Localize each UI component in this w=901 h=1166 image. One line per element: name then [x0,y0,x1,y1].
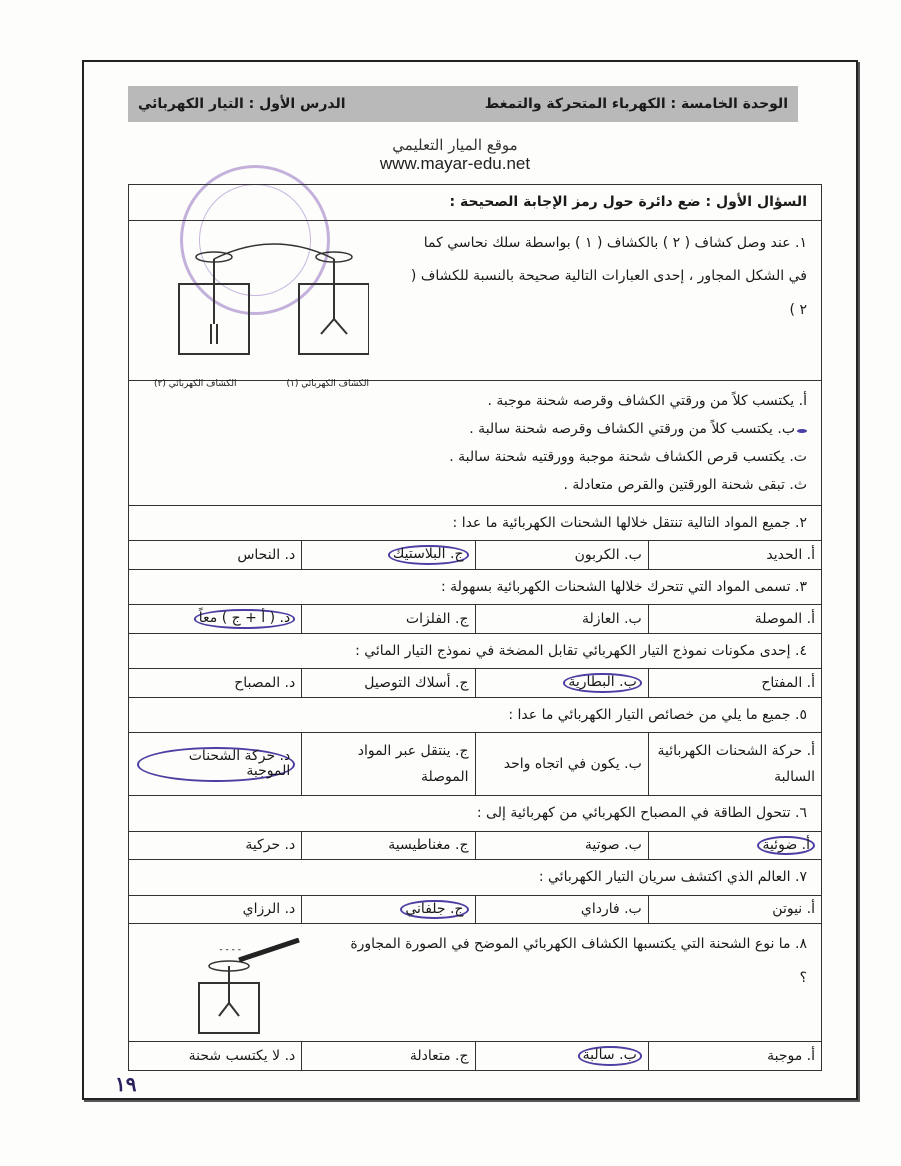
q5-option-c[interactable]: ج. ينتقل عبر المواد الموصلة [301,733,474,795]
q1-option-d[interactable]: ث. تبقى شحنة الورقتين والقرص متعادلة . [563,476,807,493]
q1-option-c[interactable]: ت. يكتسب قرص الكشاف شحنة موجبة وورقتيه شحنة سالبة . [449,448,807,465]
watermark [360,136,550,174]
section-title-row [129,185,821,221]
q4-option-a[interactable]: أ. المفتاح [648,669,821,696]
q5-text: ٥. جميع ما يلي من خصائص التيار الكهربائي ما عدا : [508,706,807,723]
answer-circle [797,429,807,433]
q2-option-a[interactable]: أ. الحديد [648,541,821,568]
q5-option-d[interactable]: د. حركة الشحنات الموجبة [129,733,301,795]
rod-electroscope-figure [189,938,309,1038]
q8-text: ٨. ما نوع الشحنة التي يكتسبها الكشاف الكهربائي الموضح في الصورة المجاورة ؟ [350,936,807,986]
q7-option-a[interactable]: أ. نيوتن [648,896,821,923]
q6-option-b[interactable]: ب. صوتية [475,832,648,859]
q3-option-b[interactable]: ب. العازلة [475,605,648,632]
watermark-url: www.mayar-edu.net [379,154,531,173]
watermark-arabic: موقع الميار التعليمي [392,136,518,154]
q2-text: ٢. جميع المواد التالية تنتقل خلالها الشحنات الكهربائية ما عدا : [452,514,807,531]
q1-stem-row [129,221,821,389]
q1-text: ١. عند وصل كشاف ( ٢ ) بالكشاف ( ١ ) بواسطة سلك نحاسي كما في الشكل المجاور ، إحدى العبارات التالية صحيحة بالنسبة للكشاف ( ٢ ) [410,234,807,318]
page-number: ١٩ [115,1074,137,1096]
q1-option-a[interactable]: أ. يكتسب كلاً من ورقتي الكشاف وقرصه شحنة موجبة . [487,392,807,409]
q4-option-c[interactable]: ج. أسلاك التوصيل [301,669,474,696]
q3-option-c[interactable]: ج. الفلزات [301,605,474,632]
q8-option-d[interactable]: د. لا يكتسب شحنة [188,1047,296,1064]
figure-label-1: الكشاف الكهربائي (١) [286,378,369,389]
q8-option-c[interactable]: ج. متعادلة [301,1042,474,1069]
q8-stem-row [129,924,821,1042]
q7-option-b[interactable]: ب. فارداي [475,896,648,923]
questions-table [128,184,822,1071]
q6-option-c[interactable]: ج. مغناطيسية [301,832,474,859]
q4-option-b[interactable]: ب. البطارية [475,669,648,696]
q1-options-row [129,378,821,506]
electroscopes-figure [149,229,369,379]
q8-option-a[interactable]: أ. موجبة [648,1042,821,1069]
q6-option-d[interactable]: د. حركية [245,837,296,854]
q2-option-b[interactable]: ب. الكربون [475,541,648,568]
q5-option-a[interactable]: أ. حركة الشحنات الكهربائية السالبة [648,733,821,795]
q6-option-a[interactable]: أ. ضوئية [648,832,821,859]
q3-option-d[interactable]: د. ( أ + ج ) معاً [129,605,301,632]
header-bar [128,86,798,122]
q7-option-c[interactable]: ج. جلفاني [301,896,474,923]
svg-text:- - - -: - - - - [219,945,241,956]
unit-title: الوحدة الخامسة : الكهرباء المتحركة والتمغط [484,96,788,112]
figure-label-2: الكشاف الكهربائي (٢) [154,378,237,389]
q3-text: ٣. تسمى المواد التي تتحرك خلالها الشحنات الكهربائية بسهولة : [440,578,807,595]
q4-option-d[interactable]: د. المصباح [234,674,296,691]
lesson-title: الدرس الأول : التيار الكهربائي [138,96,346,112]
q2-option-d[interactable]: د. النحاس [237,546,296,563]
q7-text: ٧. العالم الذي اكتشف سريان التيار الكهربائي : [538,869,807,886]
q5-option-b[interactable]: ب. يكون في اتجاه واحد [475,733,648,795]
q4-text: ٤. إحدى مكونات نموذج التيار الكهربائي تقابل المضخة في نموذج التيار المائي : [355,642,807,659]
q2-option-c[interactable]: ج. البلاستيك [301,541,474,568]
q7-option-d[interactable]: د. الرزاي [242,901,296,918]
q3-option-a[interactable]: أ. الموصلة [648,605,821,632]
q1-option-b[interactable]: ب. يكتسب كلاً من ورقتي الكشاف وقرصه شحنة سالبة . [143,415,807,443]
q6-text: ٦. تتحول الطاقة في المصباح الكهربائي من كهربائية إلى : [476,805,807,822]
section-title: السؤال الأول : ضع دائرة حول رمز الإجابة الصحيحة : [449,194,807,210]
q8-option-b[interactable]: ب. سالبة [475,1042,648,1069]
